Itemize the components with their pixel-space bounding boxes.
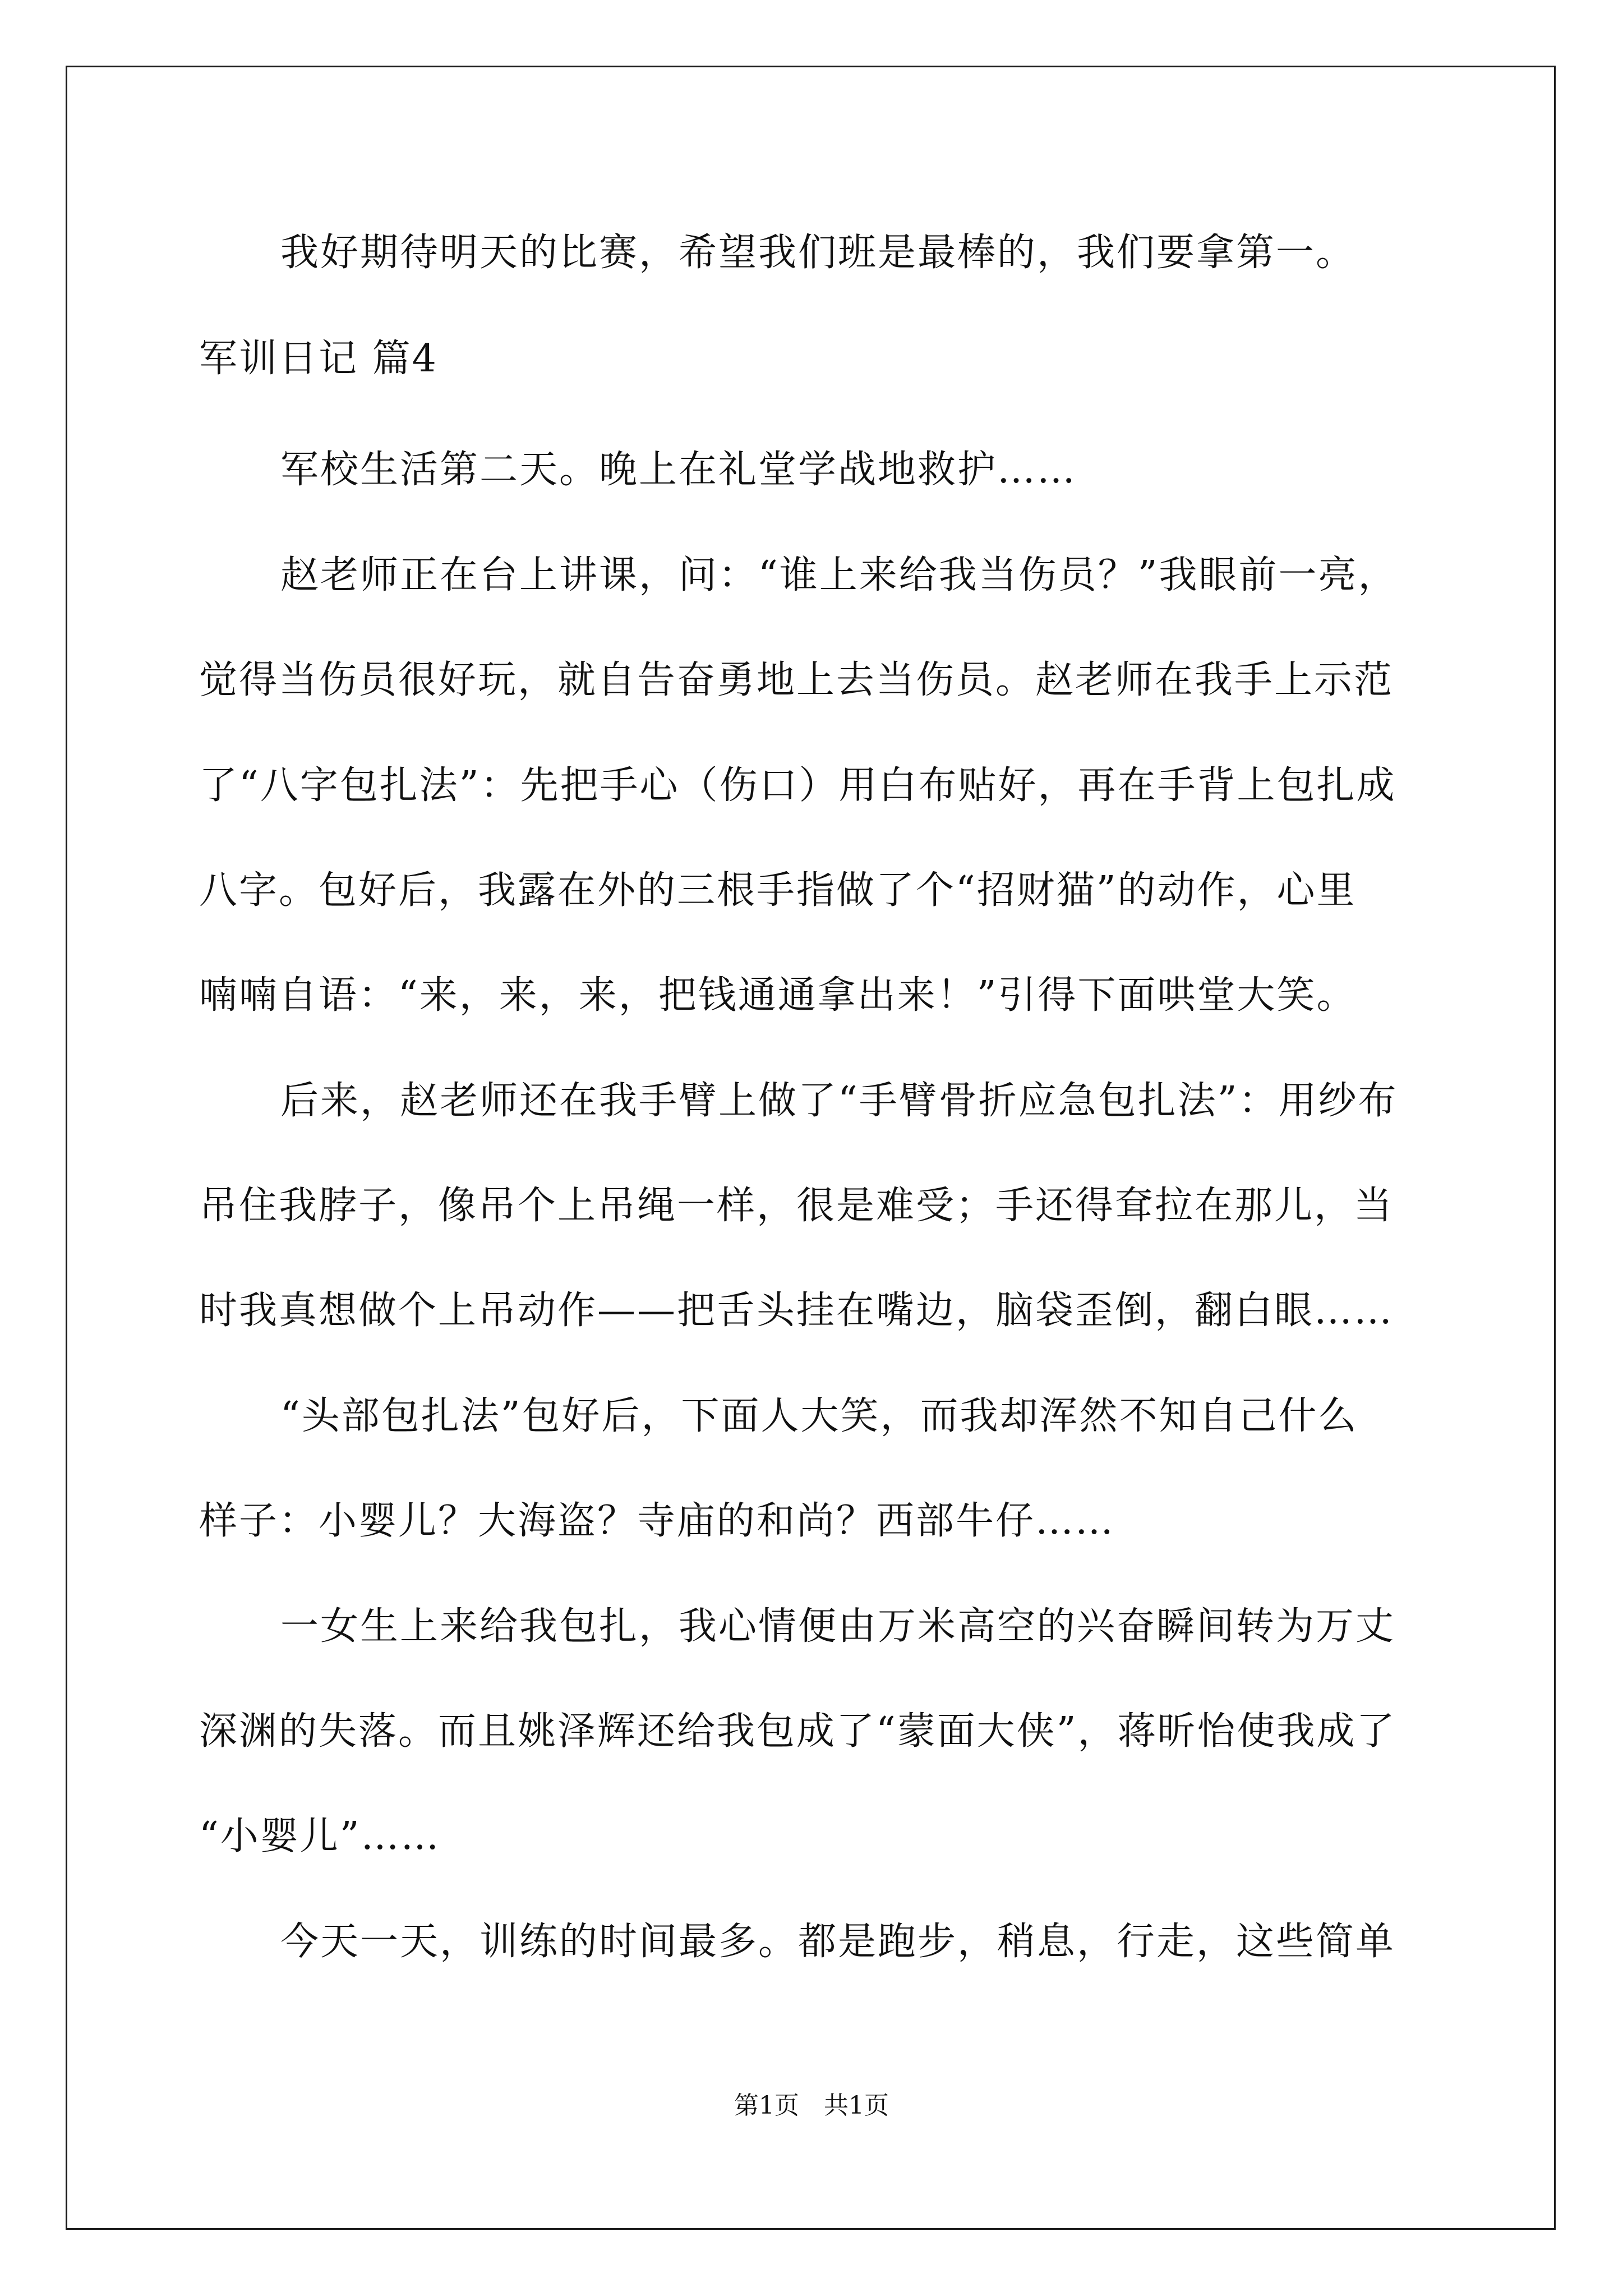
page-border (66, 66, 1556, 2230)
section-heading: 军训日记 篇4 (199, 337, 438, 381)
paragraph-line: 时我真想做个上吊动作——把舌头挂在嘴边，脑袋歪倒，翻白眼…… (199, 1289, 1394, 1333)
paragraph-line: “小婴儿”…… (199, 1814, 441, 1858)
paragraph-line: 喃喃自语：“来，来，来，把钱通通拿出来！”引得下面哄堂大笑。 (199, 973, 1357, 1018)
paragraph-line: 我好期待明天的比赛，希望我们班是最棒的，我们要拿第一。 (280, 231, 1356, 275)
paragraph-line: 样子：小婴儿？大海盗？寺庙的和尚？西部牛仔…… (199, 1499, 1115, 1543)
paragraph-line: 赵老师正在台上讲课，问：“谁上来给我当伤员？”我眼前一亮， (280, 553, 1398, 597)
page-number: 第1页 共1页 (734, 2091, 889, 2120)
paragraph-line: 今天一天，训练的时间最多。都是跑步，稍息，行走，这些简单 (280, 1920, 1396, 1964)
paragraph-line: 了“八字包扎法”：先把手心（伤口）用白布贴好，再在手背上包扎成 (199, 763, 1396, 808)
paragraph-line: 吊住我脖子，像吊个上吊绳一样，很是难受；手还得耷拉在那儿，当 (199, 1184, 1394, 1228)
paragraph-line: 八字。包好后，我露在外的三根手指做了个“招财猫”的动作，心里 (199, 868, 1357, 913)
paragraph-line: 觉得当伤员很好玩，就自告奋勇地上去当伤员。赵老师在我手上示范 (199, 658, 1394, 702)
paragraph-line: 军校生活第二天。晚上在礼堂学战地救护…… (280, 448, 1077, 492)
paragraph-line: “头部包扎法”包好后，下面人大笑，而我却浑然不知自己什么 (280, 1394, 1358, 1438)
paragraph-line: 一女生上来给我包扎，我心情便由万米高空的兴奋瞬间转为万丈 (280, 1604, 1396, 1649)
paragraph-line: 深渊的失落。而且姚泽辉还给我包成了“蒙面大侠”，蒋昕怡使我成了 (199, 1709, 1396, 1754)
paragraph-line: 后来，赵老师还在我手臂上做了“手臂骨折应急包扎法”：用纱布 (280, 1079, 1398, 1123)
